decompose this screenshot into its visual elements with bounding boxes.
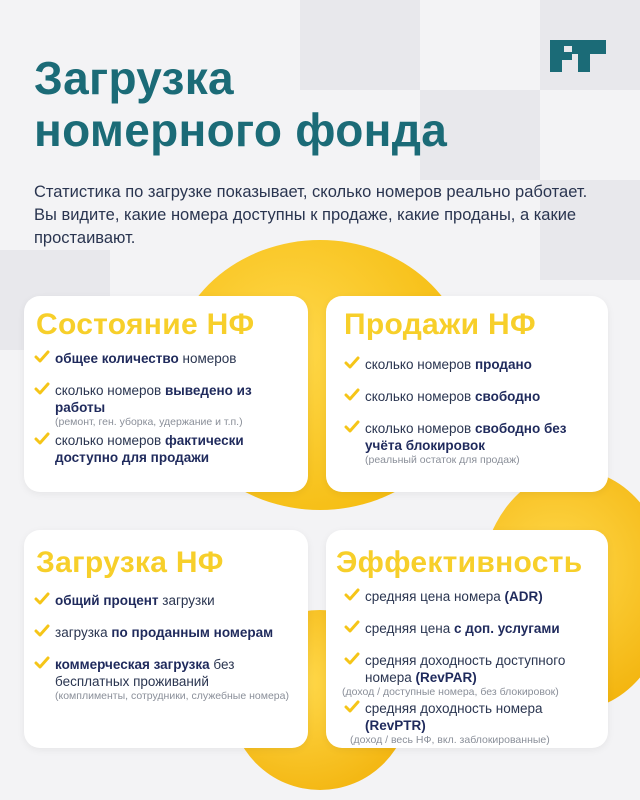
item-text: средняя цена [365,621,454,636]
item-bold: общее количество [55,351,179,366]
checkmark-icon [344,588,360,602]
list-item [34,624,300,641]
list-item [34,432,300,466]
item-text: сколько номеров [55,383,165,398]
list-item [344,356,600,373]
item-bold: коммерческая загрузка [55,657,210,672]
card-title: Состояние НФ [36,308,255,341]
item-bold: (RevPTR) [365,718,426,733]
checkmark-icon [344,388,360,402]
card-room-load [24,530,308,748]
checkmark-icon [34,624,50,638]
card-title: Продажи НФ [344,308,536,341]
card-room-state [24,296,308,492]
item-text: номеров [178,351,237,366]
item-bold: (RevPAR) [415,670,477,685]
checkmark-icon [344,652,360,666]
item-bold: с доп. услугами [453,621,560,636]
item-note: (реальный остаток для продаж) [365,454,520,466]
item-text: сколько номеров [365,389,475,404]
item-text: средняя цена номера [365,589,505,604]
item-text: сколько номеров [55,433,165,448]
item-bold: (ADR) [504,589,543,604]
checkmark-icon [344,356,360,370]
item-bold: продано [474,357,532,372]
list-item [34,592,300,609]
checkmark-icon [344,700,360,714]
list-item [34,382,300,429]
list-item [34,656,300,703]
list-item [344,700,600,747]
checkmark-icon [344,420,360,434]
item-text: без бесплатных проживаний [55,657,235,689]
checkmark-icon [34,382,50,396]
item-note: (доход / весь НФ, вкл. заблокированные) [350,734,550,746]
item-bold: фактически доступно для продажи [55,433,244,465]
item-bold: по проданным номерам [111,625,274,640]
intro-text: Статистика по загрузке показывает, сколько номеров реально работает. Вы видите, какие номера доступны к продаже, какие проданы, а какие простаивают. [34,183,588,247]
item-bold: выведено из работы [55,383,252,415]
checkmark-icon [34,656,50,670]
checkmark-icon [34,592,50,606]
card-title: Эффективность [336,546,583,579]
item-text: средняя доходность доступного номера [365,653,566,685]
list-item [34,350,300,367]
item-text: сколько номеров [365,421,475,436]
item-text: загрузки [158,593,215,608]
item-bold: общий процент [55,593,159,608]
checkmark-icon [34,432,50,446]
list-item [344,620,600,637]
list-item [344,388,600,405]
item-note: (ремонт, ген. уборка, удержание и т.п.) [55,416,243,428]
item-bold: свободно без учёта блокировок [365,421,567,453]
checkmark-icon [344,620,360,634]
page-title [34,52,447,156]
card-efficiency [326,530,608,748]
title-line-2: номерного фонда [34,104,448,156]
card-room-sales [326,296,608,492]
item-note: (доход / доступные номера, без блокировок) [342,686,559,698]
list-item [344,652,600,699]
checkmark-icon [34,350,50,364]
card-title: Загрузка НФ [36,546,224,579]
title-line-1: Загрузка [34,52,234,104]
item-text: загрузка [55,625,112,640]
list-item [344,420,600,467]
list-item [344,588,600,605]
item-text: средняя доходность номера [365,701,543,716]
item-text: сколько номеров [365,357,475,372]
brand-logo-icon [550,40,606,72]
item-bold: свободно [474,389,541,404]
item-note: (комплименты, сотрудники, служебные номера) [55,690,289,702]
